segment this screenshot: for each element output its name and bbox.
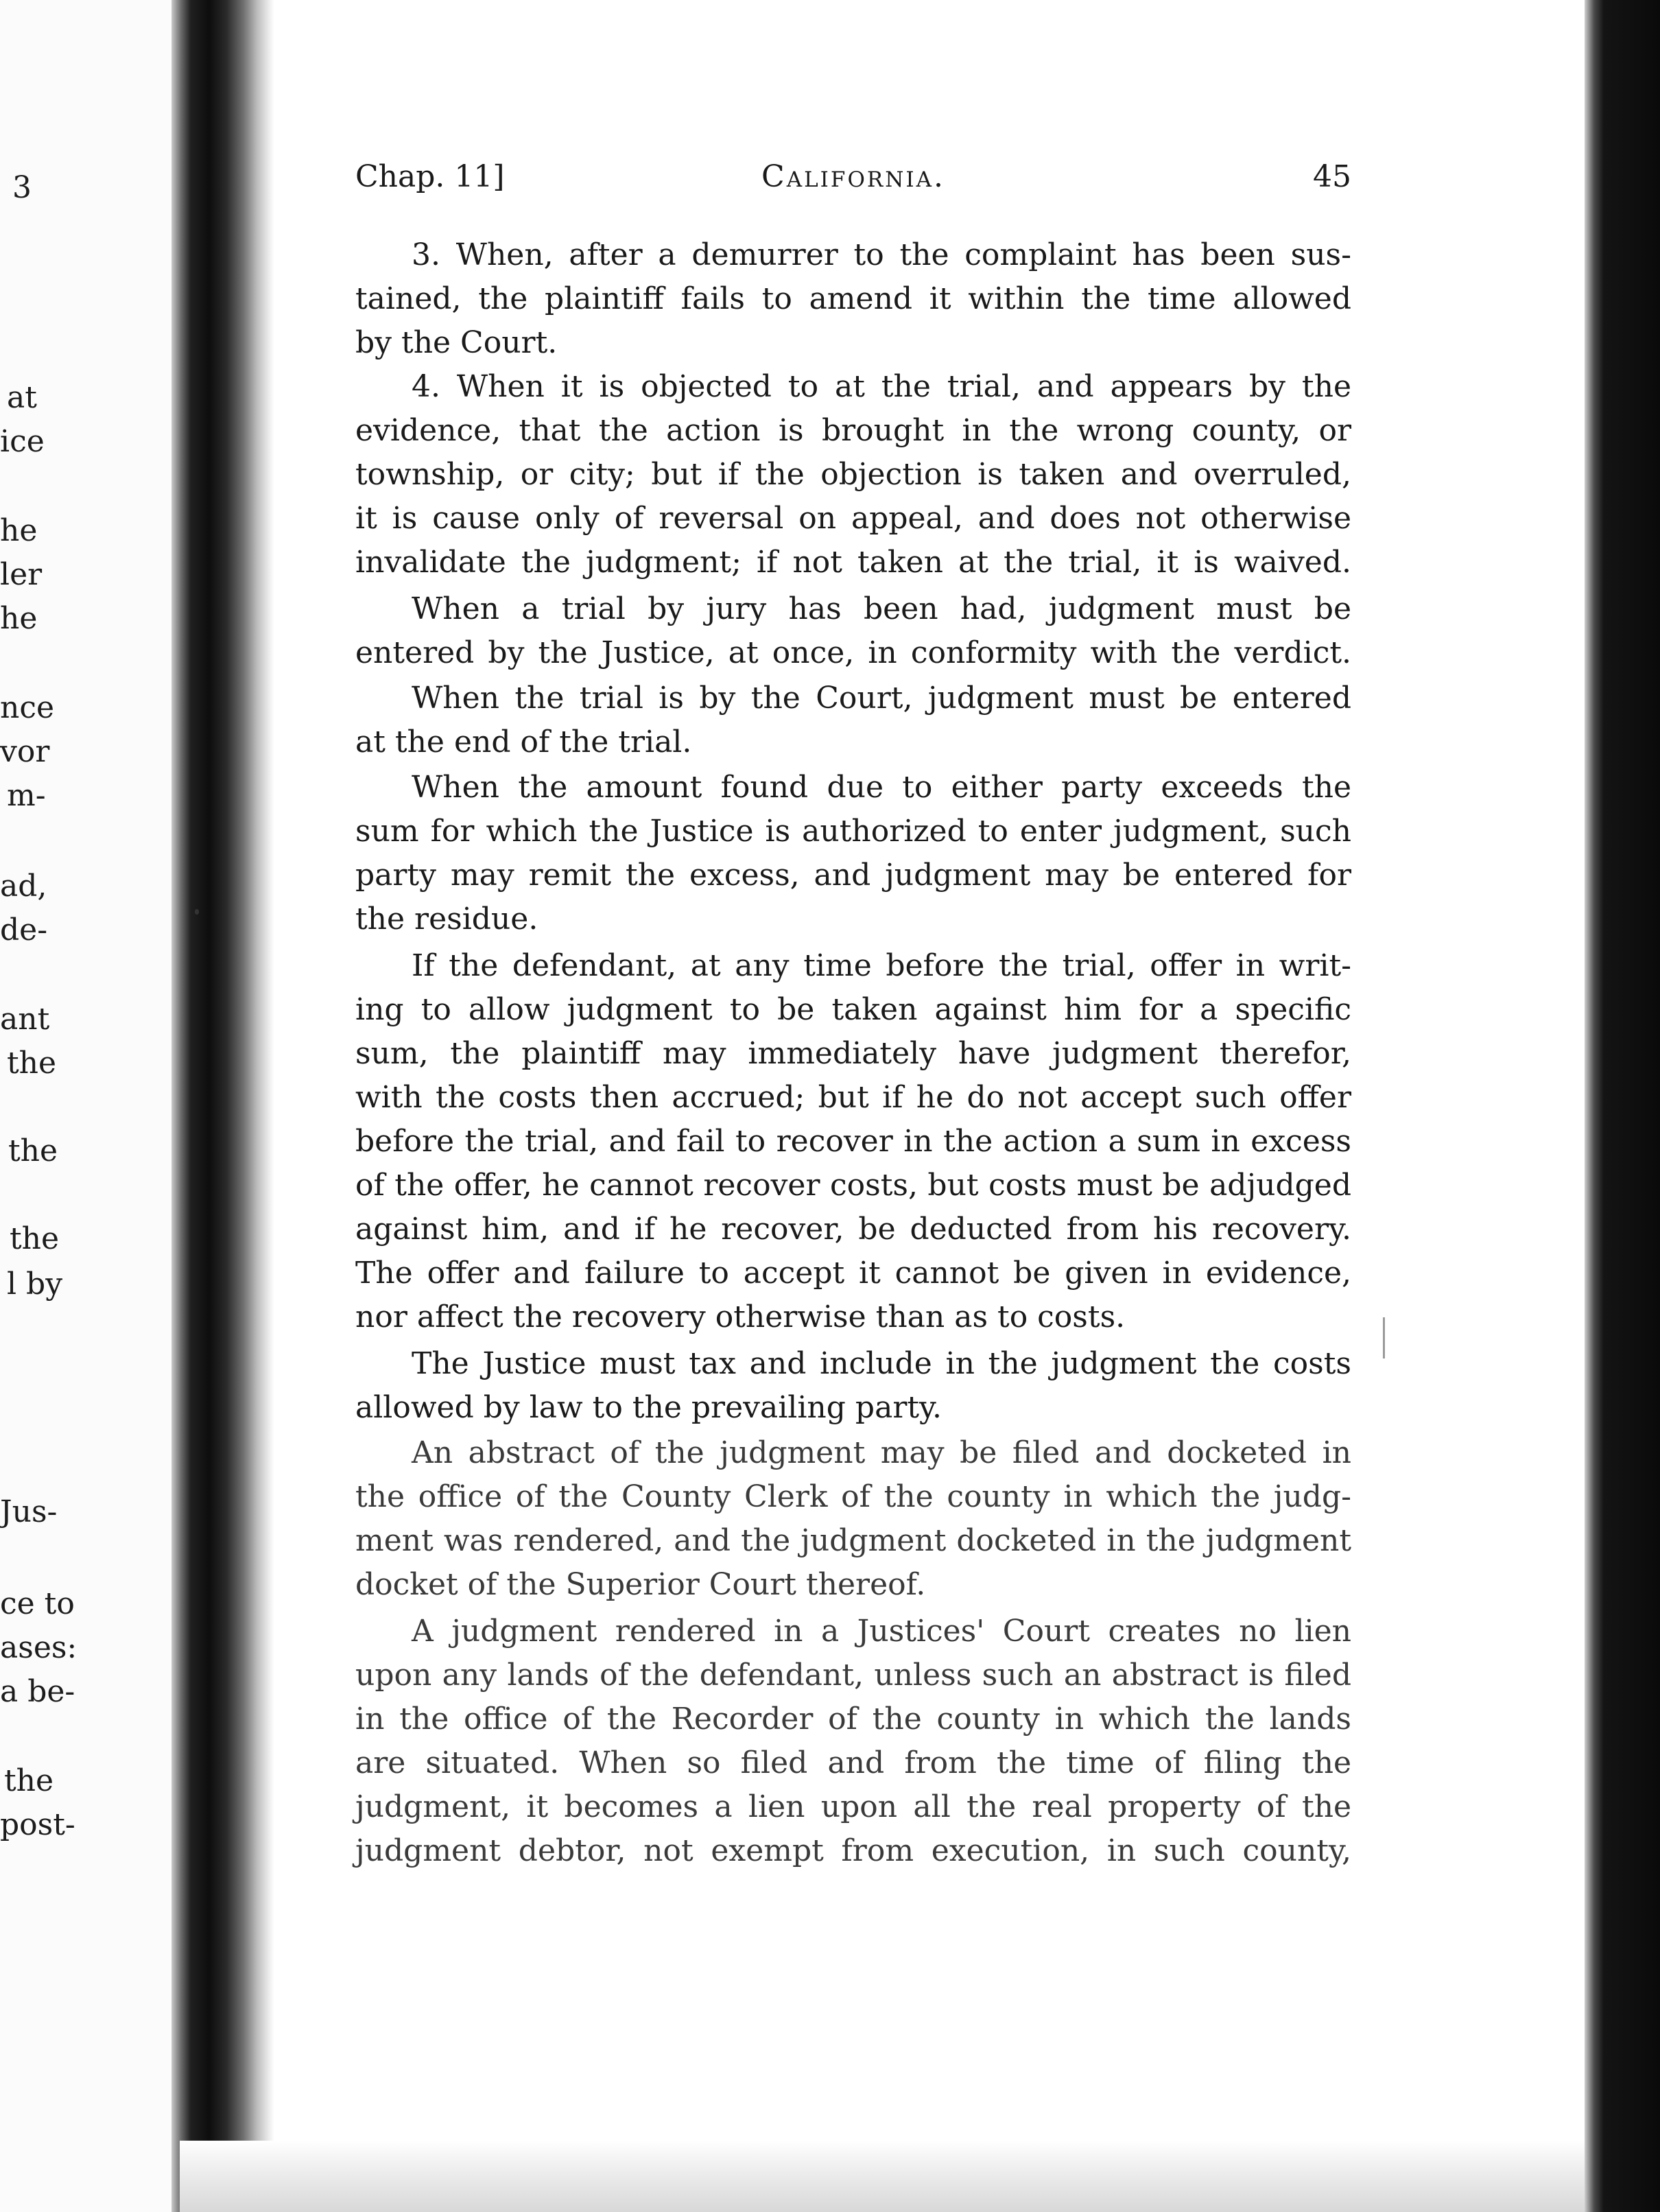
text-line: entered by the Justice, at once, in conformity with the verdict. — [355, 635, 1351, 670]
facing-page-fragment: 3 — [12, 170, 32, 205]
facing-page-fragment: ant — [0, 1002, 50, 1037]
text-line: An abstract of the judgment may be filed and docketed in — [412, 1435, 1351, 1470]
facing-page-fragment: ad, — [0, 869, 47, 904]
scan-mark — [1383, 1317, 1385, 1358]
text-line: before the trial, and fail to recover in the action a sum in excess — [355, 1124, 1351, 1159]
facing-page-fragment: de- — [0, 913, 48, 948]
scan-border — [1585, 0, 1660, 2212]
facing-page-fragment: the — [10, 1221, 60, 1256]
text-line: The Justice must tax and include in the judgment the costs — [412, 1346, 1351, 1381]
chapter-reference: Chap. 11] — [355, 159, 505, 194]
text-line: ment was rendered, and the judgment docketed in the judgment — [355, 1523, 1351, 1558]
facing-page-fragment: vor — [0, 734, 50, 769]
text-line: 3. When, after a demurrer to the complaint has been sus- — [412, 237, 1351, 272]
text-line: party may remit the excess, and judgment may be entered for — [355, 858, 1351, 893]
facing-page-fragment: ice — [0, 424, 45, 459]
text-line: evidence, that the action is brought in the wrong county, or — [355, 413, 1351, 448]
text-line: upon any lands of the defendant, unless such an abstract is filed — [355, 1658, 1351, 1693]
text-line: If the defendant, at any time before the trial, offer in writ- — [412, 948, 1351, 983]
text-line: sum, the plaintiff may immediately have judgment therefor, — [355, 1036, 1351, 1071]
facing-page-fragment: m- — [7, 778, 46, 813]
text-line: of the offer, he cannot recover costs, but costs must be adjudged — [355, 1168, 1351, 1203]
text-line: tained, the plaintiff fails to amend it within the time allowed — [355, 281, 1351, 316]
book-page — [274, 0, 1585, 2141]
facing-page-fragment: the — [7, 1046, 57, 1081]
facing-page-fragment: he — [0, 513, 38, 548]
text-line: When the trial is by the Court, judgment must be entered — [412, 681, 1351, 716]
facing-page-fragment: l by — [7, 1267, 63, 1302]
text-line: in the office of the Recorder of the county in which the lands — [355, 1702, 1351, 1737]
facing-page-fragment: the — [8, 1133, 58, 1168]
facing-page-fragment: Jus- — [0, 1494, 58, 1529]
text-line: When a trial by jury has been had, judgment must be — [412, 591, 1351, 626]
text-line: township, or city; but if the objection is taken and overruled, — [355, 457, 1351, 492]
text-line: 4. When it is objected to at the trial, and appears by the — [412, 369, 1351, 404]
page-number: 45 — [1313, 159, 1351, 194]
text-line: nor affect the recovery otherwise than as to costs. — [355, 1299, 1126, 1334]
facing-page-fragment: nce — [0, 690, 55, 725]
facing-page-fragment: he — [0, 601, 38, 636]
text-line: judgment debtor, not exempt from execution, in such county, — [355, 1833, 1351, 1868]
text-line: at the end of the trial. — [355, 725, 692, 760]
text-line: When the amount found due to either party exceeds the — [412, 770, 1351, 805]
text-line: invalidate the judgment; if not taken at the trial, it is waived. — [355, 545, 1351, 580]
text-line: are situated. When so filed and from the time of filing the — [355, 1745, 1351, 1780]
facing-page-fragment: post- — [0, 1807, 75, 1842]
text-line: by the Court. — [355, 325, 558, 360]
facing-page-fragment: a be- — [0, 1674, 75, 1709]
text-line: docket of the Superior Court thereof. — [355, 1567, 926, 1602]
page-heading: California. — [761, 159, 945, 194]
facing-page-fragment: at — [7, 380, 37, 415]
text-line: A judgment rendered in a Justices' Court creates no lien — [412, 1614, 1351, 1649]
text-line: judgment, it becomes a lien upon all the real property of the — [355, 1789, 1351, 1824]
text-line: the residue. — [355, 902, 538, 937]
facing-page-fragment: ce to — [0, 1586, 75, 1621]
text-line: ing to allow judgment to be taken against him for a specific — [355, 992, 1351, 1027]
text-line: against him, and if he recover, be deducted from his recovery. — [355, 1212, 1351, 1247]
text-line: with the costs then accrued; but if he do not accept such offer — [355, 1080, 1351, 1115]
book-gutter-shadow — [171, 0, 274, 2212]
facing-page-fragment: ases: — [0, 1630, 78, 1665]
text-line: sum for which the Justice is authorized to enter judgment, such — [355, 814, 1351, 849]
facing-page-fragment: ler — [0, 557, 43, 592]
page-bottom-shadow — [180, 2141, 1586, 2212]
scan-speck — [195, 909, 199, 915]
facing-page — [0, 0, 180, 2212]
text-line: the office of the County Clerk of the county in which the judg- — [355, 1479, 1351, 1514]
text-line: The offer and failure to accept it cannot be given in evidence, — [355, 1256, 1351, 1291]
running-head — [355, 156, 1351, 198]
text-line: it is cause only of reversal on appeal, and does not otherwise — [355, 501, 1351, 536]
text-line: allowed by law to the prevailing party. — [355, 1390, 942, 1425]
facing-page-fragment: the — [4, 1763, 54, 1798]
